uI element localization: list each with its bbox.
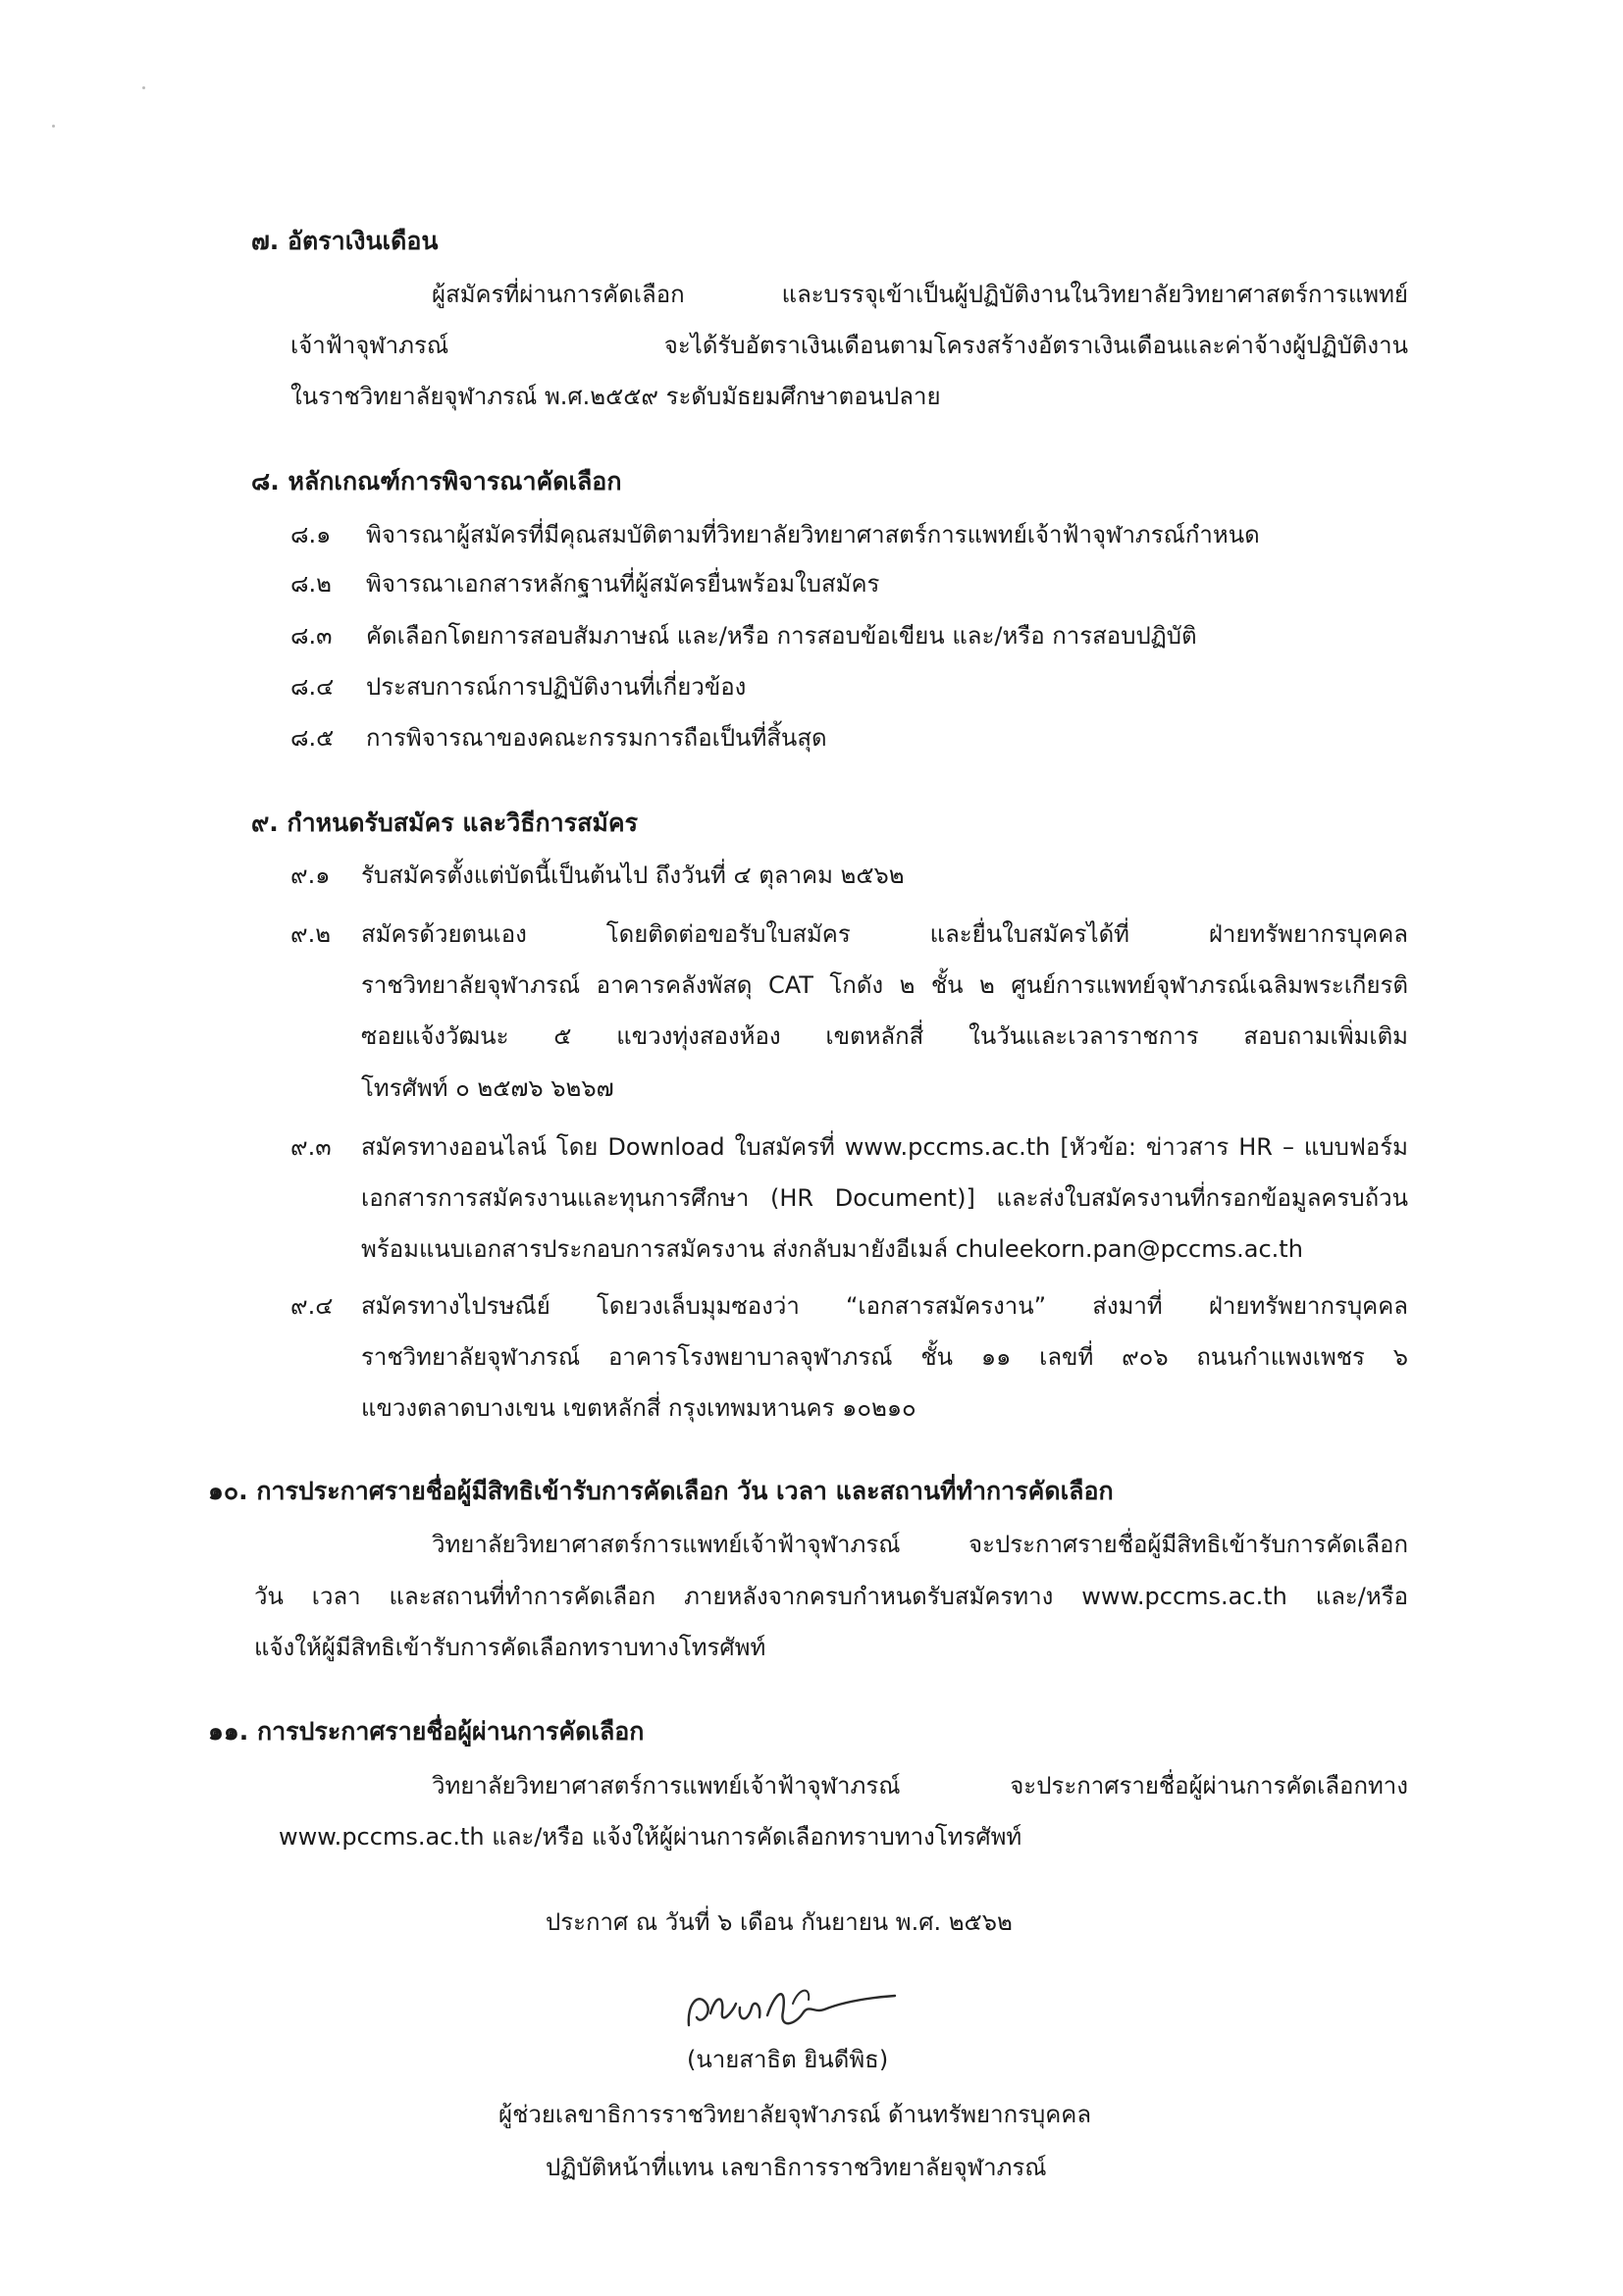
section-10-line-1: วิทยาลัยวิทยาศาสตร์การแพทย์เจ้าฟ้าจุฬาภรณ์ จะประกาศรายชื่อผู้มีสิทธิเข้ารับการคัดเลือก <box>432 1531 1408 1558</box>
item-9-2-line-1: สมัครด้วยตนเอง โดยติดต่อขอรับใบสมัคร และยื่นใบสมัครได้ที่ ฝ่ายทรัพยากรบุคคล <box>361 920 1408 948</box>
item-9-2-number: ๙.๒ <box>290 920 332 948</box>
item-8-2-number: ๘.๒ <box>290 570 332 598</box>
item-9-3-line-2: เอกสารการสมัครงานและทุนการศึกษา (HR Document)] และส่งใบสมัครงานที่กรอกข้อมูลครบถ้วน <box>361 1184 1408 1212</box>
item-8-2-text: พิจารณาเอกสารหลักฐานที่ผู้สมัครยื่นพร้อมใบสมัคร <box>366 570 880 598</box>
item-9-4-line-2: ราชวิทยาลัยจุฬาภรณ์ อาคารโรงพยาบาลจุฬาภรณ์ ชั้น ๑๑ เลขที่ ๙๐๖ ถนนกำแพงเพชร ๖ <box>361 1343 1408 1371</box>
item-9-3-line-3: พร้อมแนบเอกสารประกอบการสมัครงาน ส่งกลับมายังอีเมล์ chuleekorn.pan@pccms.ac.th <box>361 1235 1303 1263</box>
section-7-line-3: ในราชวิทยาลัยจุฬาภรณ์ พ.ศ.๒๕๕๙ ระดับมัธยมศึกษาตอนปลาย <box>290 383 941 410</box>
section-10-line-2: วัน เวลา และสถานที่ทำการคัดเลือก ภายหลังจากครบกำหนดรับสมัครทาง www.pccms.ac.th และ/หรือ <box>254 1583 1408 1610</box>
item-9-1-number: ๙.๑ <box>290 861 331 889</box>
item-8-3-text: คัดเลือกโดยการสอบสัมภาษณ์ และ/หรือ การสอบข้อเขียน และ/หรือ การสอบปฏิบัติ <box>366 622 1197 650</box>
item-8-5-number: ๘.๕ <box>290 724 335 752</box>
signer-acting-position: ปฏิบัติหน้าที่แทน เลขาธิการราชวิทยาลัยจุฬาภรณ์ <box>546 2154 1047 2181</box>
item-9-1-text: รับสมัครตั้งแต่บัดนี้เป็นต้นไป ถึงวันที่ ๔ ตุลาคม ๒๕๖๒ <box>361 861 905 889</box>
section-10-heading: ๑๐. การประกาศรายชื่อผู้มีสิทธิเข้ารับการคัดเลือก วัน เวลา และสถานที่ทำการคัดเลือก <box>208 1477 1114 1505</box>
signer-position: ผู้ช่วยเลขาธิการราชวิทยาลัยจุฬาภรณ์ ด้านทรัพยากรบุคคล <box>498 2101 1092 2128</box>
section-7-line-2: เจ้าฟ้าจุฬาภรณ์ จะได้รับอัตราเงินเดือนตามโครงสร้างอัตราเงินเดือนและค่าจ้างผู้ปฏิบัติงาน <box>290 332 1408 359</box>
item-8-4-number: ๘.๔ <box>290 673 335 701</box>
section-11-heading: ๑๑. การประกาศรายชื่อผู้ผ่านการคัดเลือก <box>208 1717 645 1746</box>
scan-speck <box>142 86 145 89</box>
item-9-4-number: ๙.๔ <box>290 1292 334 1320</box>
section-11-line-2: www.pccms.ac.th และ/หรือ แจ้งให้ผู้ผ่านการคัดเลือกทราบทางโทรศัพท์ <box>279 1823 1022 1851</box>
section-7-line-1: ผู้สมัครที่ผ่านการคัดเลือก และบรรจุเข้าเป็นผู้ปฏิบัติงานในวิทยาลัยวิทยาศาสตร์การแพทย์ <box>432 281 1408 308</box>
item-8-4-text: ประสบการณ์การปฏิบัติงานที่เกี่ยวข้อง <box>366 673 747 701</box>
item-8-3-number: ๘.๓ <box>290 622 333 650</box>
item-9-3-number: ๙.๓ <box>290 1133 332 1161</box>
announcement-date: ประกาศ ณ วันที่ ๖ เดือน กันยายน พ.ศ. ๒๕๖๒ <box>546 1908 1013 1936</box>
handwritten-signature <box>677 1974 903 2043</box>
section-10-line-3: แจ้งให้ผู้มีสิทธิเข้ารับการคัดเลือกทราบทางโทรศัพท์ <box>254 1634 766 1661</box>
signer-name: (นายสาธิต ยินดีพิธ) <box>687 2046 889 2073</box>
section-9-heading: ๙. กำหนดรับสมัคร และวิธีการสมัคร <box>251 809 639 837</box>
item-8-1-number: ๘.๑ <box>290 521 332 548</box>
section-7-heading: ๗. อัตราเงินเดือน <box>251 227 439 255</box>
section-8-heading: ๘. หลักเกณฑ์การพิจารณาคัดเลือก <box>251 467 622 496</box>
item-8-1-text: พิจารณาผู้สมัครที่มีคุณสมบัติตามที่วิทยาลัยวิทยาศาสตร์การแพทย์เจ้าฟ้าจุฬาภรณ์กำหนด <box>366 521 1260 548</box>
item-9-4-line-1: สมัครทางไปรษณีย์ โดยวงเล็บมุมซองว่า “เอกสารสมัครงาน” ส่งมาที่ ฝ่ายทรัพยากรบุคคล <box>361 1292 1408 1320</box>
item-9-3-line-1: สมัครทางออนไลน์ โดย Download ใบสมัครที่ www.pccms.ac.th [หัวข้อ: ข่าวสาร HR – แบบฟอร์ม <box>361 1133 1408 1161</box>
item-9-2-line-3: ซอยแจ้งวัฒนะ ๕ แขวงทุ่งสองห้อง เขตหลักสี่ ในวันและเวลาราชการ สอบถามเพิ่มเติม <box>361 1022 1408 1050</box>
item-8-5-text: การพิจารณาของคณะกรรมการถือเป็นที่สิ้นสุด <box>366 724 827 752</box>
scan-speck <box>52 125 55 128</box>
item-9-2-line-4: โทรศัพท์ ๐ ๒๕๗๖ ๖๒๖๗ <box>361 1074 614 1102</box>
item-9-2-line-2: ราชวิทยาลัยจุฬาภรณ์ อาคารคลังพัสดุ CAT โกดัง ๒ ชั้น ๒ ศูนย์การแพทย์จุฬาภรณ์เฉลิมพระเกียรติ <box>361 971 1408 999</box>
item-9-4-line-3: แขวงตลาดบางเขน เขตหลักสี่ กรุงเทพมหานคร ๑๐๒๑๐ <box>361 1394 916 1422</box>
section-11-line-1: วิทยาลัยวิทยาศาสตร์การแพทย์เจ้าฟ้าจุฬาภรณ์ จะประกาศรายชื่อผู้ผ่านการคัดเลือกทาง <box>432 1772 1408 1800</box>
